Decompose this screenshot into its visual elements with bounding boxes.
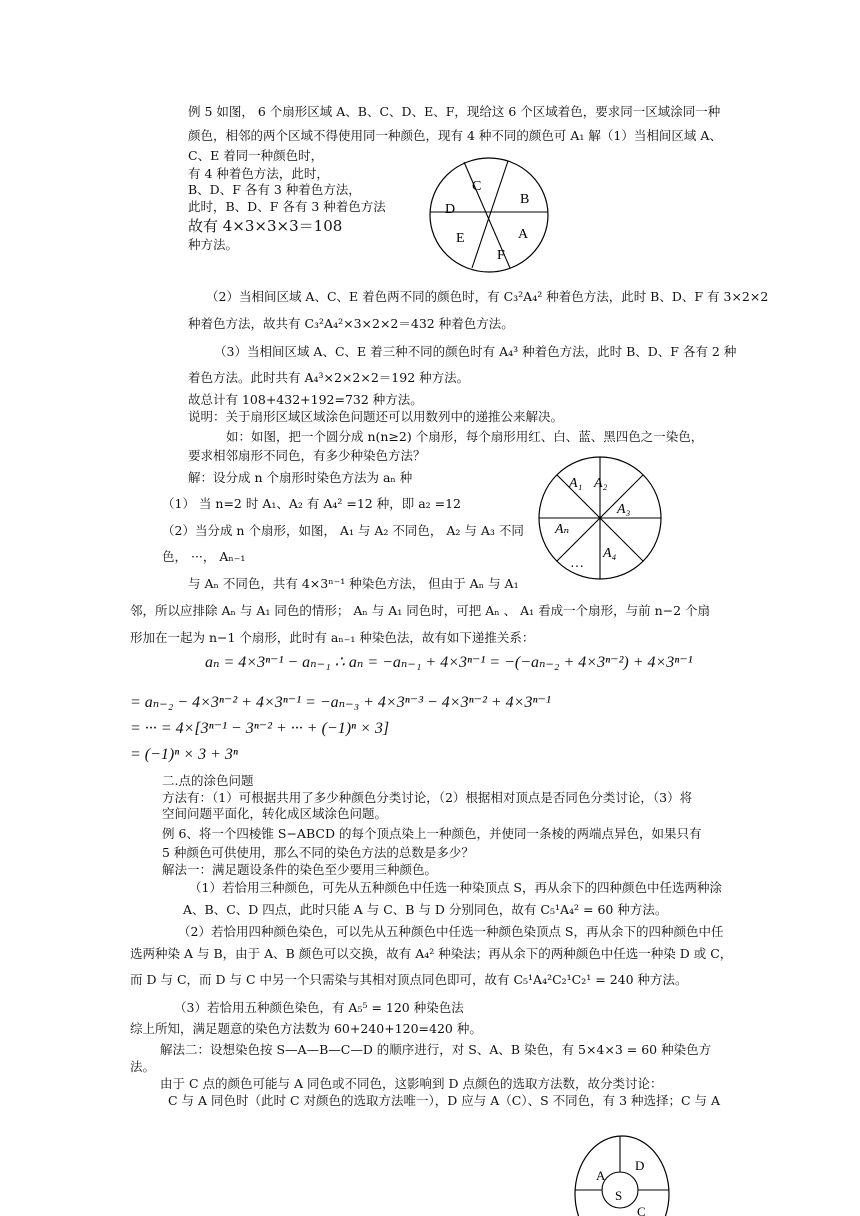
sol2-line4: C 与 A 同色时（此时 C 对颜色的选取方法唯一），D 应与 A（C）、S 不同色，有 3 种选择；C 与 A — [168, 1093, 721, 1108]
recurrence-eq4: = (−1)ⁿ × 3 + 3ⁿ — [130, 746, 238, 763]
vertex-label: A — [596, 1168, 606, 1183]
vertex-label: S — [615, 1188, 623, 1203]
methods-line2: 空间问题平面化，转化成区域涂色问题。 — [162, 806, 388, 821]
sector-label: F — [497, 248, 505, 263]
ex5-case1-line: C、E 着同一种颜色时， — [188, 148, 324, 163]
sector-label: A₂ — [594, 476, 608, 491]
sol2-line3: 由于 C 点的颜色可能与 A 同色或不同色，这影响到 D 点颜色的选取方法数，故分类讨论： — [160, 1076, 663, 1091]
ex5-case1-line: 此时，B、D、F 各有 3 种着色方法 — [188, 199, 386, 214]
ex5-case1-line: B、D、F 各有 3 种着色方法， — [188, 182, 361, 197]
sector-label: Aₙ — [555, 522, 570, 537]
n-sector-circle-figure — [537, 455, 663, 581]
ex5-total: 故总计有 108+432+192=732 种方法。 — [188, 392, 423, 407]
ex5-case1-line: 有 4 种着色方法，此时， — [188, 166, 329, 181]
sector-label: ··· — [570, 560, 584, 575]
ex6-line1: 例 6、将一个四棱锥 S−ABCD 的每个顶点染上一种颜色，并使同一条棱的两端点异色，如果只有 — [162, 826, 702, 841]
vertex-label: D — [635, 1158, 645, 1173]
ex5-case2-line2: 种着色方法，故共有 C₃²A₄²×3×2×2＝432 种着色方法。 — [188, 316, 514, 331]
ex5-case1-line: 故有 4×3×3×3＝108 — [188, 217, 343, 235]
recurrence-eq3: = ··· = 4×[3ⁿ⁻¹ − 3ⁿ⁻² + ··· + (−1)ⁿ × 3] — [130, 720, 390, 737]
sector-label: A₄ — [603, 546, 617, 561]
sol1-case2-line2: 选两种染 A 与 B，由于 A、B 颜色可以交换，故有 A₄² 种染法；再从余下的两种颜色中任选一种染 D 或 C， — [130, 946, 733, 961]
sector-label: A₃ — [617, 502, 631, 517]
exn-line9: 形加在一起为 n−1 个扇形，此时有 aₙ₋₁ 种染色法，故有如下递推关系： — [130, 630, 535, 645]
ex5-case3-line1: （3）当相间区域 A、C、E 着三种不同的颜色时有 A₄³ 种着色方法，此时 B、D、F 各有 2 种 — [214, 344, 737, 359]
sector-label: A — [518, 227, 529, 242]
sol1-case1-line1: （1）若恰用三种颜色，可先从五种颜色中任选一种染顶点 S，再从余下的四种颜色中任选两种涂 — [189, 880, 722, 895]
exn-line3: 解：设分成 n 个扇形时染色方法为 aₙ 种 — [188, 470, 413, 485]
sector-label: D — [445, 202, 456, 217]
sol2-line1: 解法二：设想染色按 S—A—B—C—D 的顺序进行，对 S、A、B 染色，有 5×4×3 = 60 种染色方 — [160, 1042, 712, 1057]
ex5-note: 说明：关于扇形区域区域涂色问题还可以用数列中的递推公来解决。 — [188, 409, 564, 424]
sol1-case1-line2: A、B、C、D 四点，此时只能 A 与 C、B 与 D 分别同色，故有 C₅¹A₄² = 60 种方法。 — [183, 902, 668, 917]
ex5-intro-line2: 颜色，相邻的两个区域不得使用同一种颜色，现有 4 种不同的颜色可 A₁ 解（1）当相间区域 A、 — [188, 128, 722, 143]
exn-line4: （1） 当 n=2 时 A₁、A₂ 有 A₄² =12 种，即 a₂ =12 — [162, 496, 462, 511]
ex5-case2-line1: （2）当相间区域 A、C、E 着色两不同的颜色时，有 C₃²A₄² 种着色方法，此时 B、D、F 有 3×2×2 — [206, 289, 769, 304]
ex6-line2: 5 种颜色可供使用，那么不同的染色方法的总数是多少？ — [162, 845, 474, 860]
pyramid-projection-figure — [572, 1132, 672, 1216]
sol1-case3: （3）若恰用五种颜色染色，有 A₅⁵ = 120 种染色法 — [174, 1000, 464, 1015]
recurrence-eq2: = aₙ₋₂ − 4×3ⁿ⁻² + 4×3ⁿ⁻¹ = −aₙ₋₃ + 4×3ⁿ⁻³ − 4×3ⁿ⁻² + 4×3ⁿ⁻¹ — [130, 694, 551, 711]
vertex-label: C — [637, 1204, 646, 1216]
exn-line2: 要求相邻扇形不同色，有多少种染色方法？ — [188, 448, 426, 463]
section-heading: 二.点的涂色问题 — [162, 773, 254, 788]
exn-line5: （2）当分成 n 个扇形，如图， A₁ 与 A₂ 不同色， A₂ 与 A₃ 不同 — [162, 523, 524, 538]
sol1-case2-line3: 而 D 与 C，而 D 与 C 中另一个只需染与其相对顶点同色即可，故有 C₅¹A₄²C₂¹C₂¹ = 240 种方法。 — [130, 972, 688, 987]
exn-line7: 与 Aₙ 不同色，共有 4×3ⁿ⁻¹ 种染色方法， 但由于 Aₙ 与 A₁ — [188, 576, 519, 591]
recurrence-eq1: aₙ = 4×3ⁿ⁻¹ − aₙ₋₁ ∴ aₙ = −aₙ₋₁ + 4×3ⁿ⁻¹ = −(−aₙ₋₂ + 4×3ⁿ⁻²) + 4×3ⁿ⁻¹ — [205, 654, 693, 671]
sol1-summary: 综上所知，满足题意的染色方法数为 60+240+120=420 种。 — [130, 1021, 482, 1036]
sector-label: A₁ — [569, 476, 583, 491]
sector-label: E — [456, 231, 465, 246]
exn-line8: 邻，所以应排除 Aₙ 与 A₁ 同色的情形； Aₙ 与 A₁ 同色时，可把 Aₙ 、 A₁ 看成一个扇形，与前 n−2 个扇 — [130, 603, 711, 618]
exn-line1: 如：如图，把一个圆分成 n(n≥2) 个扇形，每个扇形用红、白、蓝、黑四色之一染色， — [226, 429, 704, 444]
methods-line1: 方法有：（1）可根据共用了多少种颜色分类讨论，（2）根据相对顶点是否同色分类讨论，（3）将 — [162, 790, 693, 805]
ex5-case3-line2: 着色方法。此时共有 A₄³×2×2×2＝192 种方法。 — [188, 370, 470, 385]
sector-label: B — [520, 192, 530, 207]
exn-line6: 色， ···， Aₙ₋₁ — [162, 549, 246, 564]
sol2-line2: 法。 — [130, 1059, 156, 1074]
six-sector-circle-figure — [428, 156, 552, 276]
sol1-intro: 解法一：满足题设条件的染色至少要用三种颜色。 — [162, 862, 438, 877]
ex5-intro-line1: 例 5 如图， 6 个扇形区域 A、B、C、D、E、F，现给这 6 个区域着色，要求同一区域涂同一种 — [188, 104, 721, 119]
sol1-case2-line1: （2）若恰用四种颜色染色，可以先从五种颜色中任选一种颜色染顶点 S，再从余下的四种颜色中任 — [178, 924, 724, 939]
sector-label: C — [472, 179, 482, 194]
ex5-case1-line: 种方法。 — [188, 237, 239, 252]
